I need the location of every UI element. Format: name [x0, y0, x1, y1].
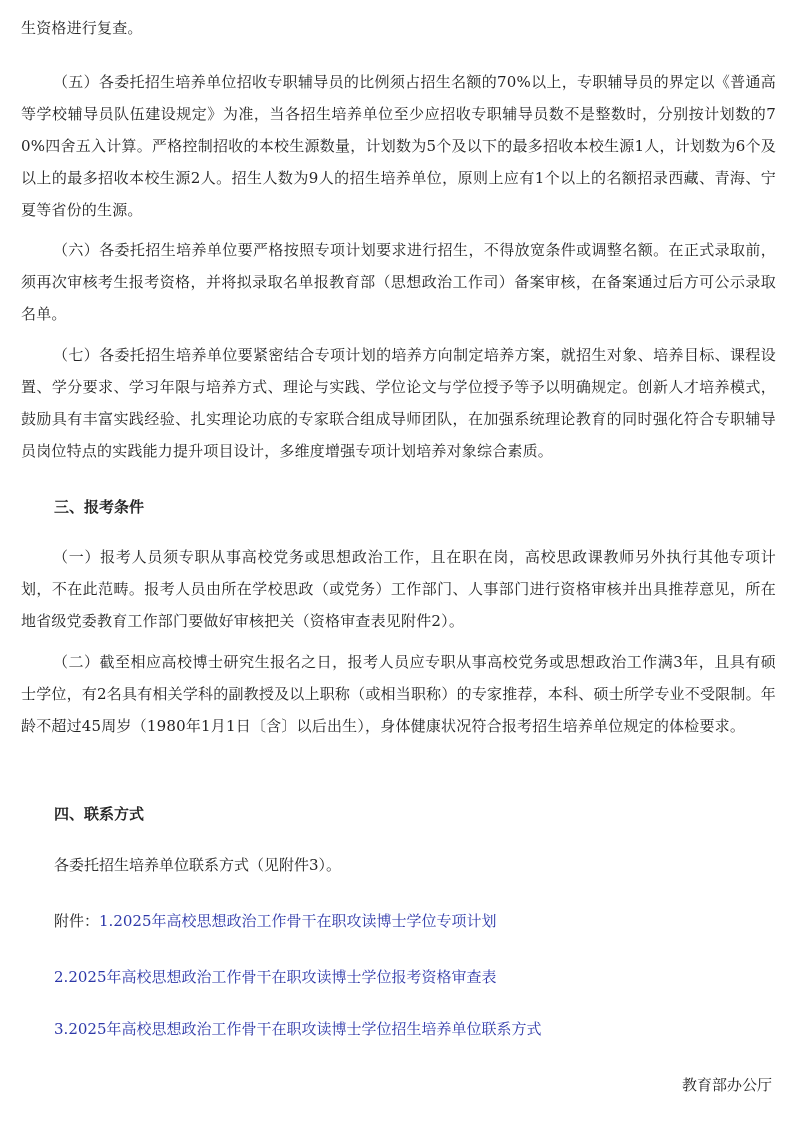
requirement-item-2: （二）截至相应高校博士研究生报名之日，报考人员应专职从事高校党务或思想政治工作满3年，且具有硕士学位，有2名具有相关学科的副教授及以上职称（或相当职称）的专家推荐，本科、硕士所学专业不受限制。年龄不超过45周岁（1980年1月1日〔含〕以后出生），身体健康状况符合报考招生培养单位规定的体检要求。 [21, 653, 776, 735]
attachment-number-3: 3. [54, 1020, 69, 1038]
attachment-line-2 [54, 963, 497, 991]
attachment-number-1: 1. [99, 912, 114, 930]
issuer-signature: 教育部办公厅 [681, 1076, 772, 1094]
attachment-prefix: 附件： [54, 912, 100, 930]
attachment-line-3 [54, 1015, 542, 1043]
requirement-item-1: （一）报考人员须专职从事高校党务或思想政治工作，且在职在岗，高校思政课教师另外执行其他专项计划，不在此范畴。报考人员由所在学校思政（或党务）工作部门、人事部门进行资格审核并出具推荐意见，所在地省级党委教育工作部门要做好审核把关（资格审查表见附件2）。 [21, 548, 776, 630]
paragraph-item-7: （七）各委托招生培养单位要紧密结合专项计划的培养方向制定培养方案，就招生对象、培养目标、课程设置、学分要求、学习年限与培养方式、理论与实践、学位论文与学位授予等予以明确规定。创新人才培养模式，鼓励具有丰富实践经验、扎实理论功底的专家联合组成导师团队，在加强系统理论教育的同时强化符合专职辅导员岗位特点的实践能力提升项目设计，多维度增强专项计划培养对象综合素质。 [21, 346, 776, 460]
contact-text: 各委托招生培养单位联系方式（见附件3）。 [54, 856, 342, 874]
attachment-link-1[interactable] [99, 912, 497, 930]
attachment-title-1: 2025年高校思想政治工作骨干在职攻读博士学位专项计划 [113, 912, 497, 930]
paragraph-item-5: （五）各委托招生培养单位招收专职辅导员的比例须占招生名额的70%以上，专职辅导员的界定以《普通高等学校辅导员队伍建设规定》为准，当各招生培养单位至少应招收专职辅导员数不是整数时，分别按计划数的70%四舍五入计算。严格控制招收的本校生源数量，计划数为5个及以下的最多招收本校生源1人，计划数为6个及以上的最多招收本校生源2人。招生人数为9人的招生培养单位，原则上应有1个以上的名额招录西藏、青海、宁夏等省份的生源。 [21, 73, 776, 219]
attachment-line-1 [54, 907, 497, 935]
section-heading-contact: 四、联系方式 [54, 805, 145, 823]
section-heading-requirements: 三、报考条件 [54, 498, 145, 516]
paragraph-continuation: 生资格进行复查。 [21, 19, 143, 37]
attachment-title-3: 2025年高校思想政治工作骨干在职攻读博士学位招生培养单位联系方式 [68, 1020, 542, 1038]
attachment-title-2: 2025年高校思想政治工作骨干在职攻读博士学位报考资格审查表 [68, 968, 497, 986]
attachment-link-2[interactable] [54, 968, 497, 986]
attachment-link-3[interactable] [54, 1020, 542, 1038]
paragraph-item-6: （六）各委托招生培养单位要严格按照专项计划要求进行招生，不得放宽条件或调整名额。在正式录取前，须再次审核考生报考资格，并将拟录取名单报教育部（思想政治工作司）备案审核，在备案通过后方可公示录取名单。 [21, 241, 776, 323]
attachment-number-2: 2. [54, 968, 69, 986]
